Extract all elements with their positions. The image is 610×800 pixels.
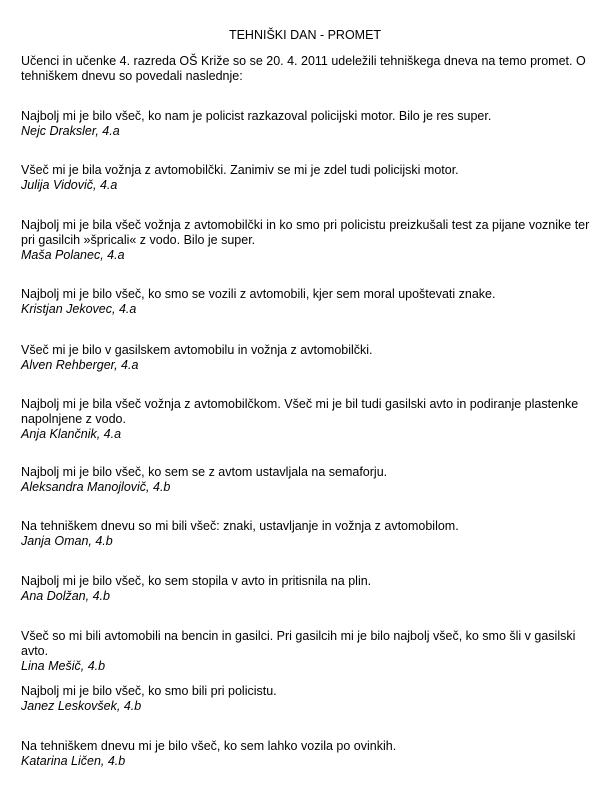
entry-author: Nejc Draksler, 4.a [21, 124, 120, 138]
entry-quote: Na tehniškem dnevu so mi bili všeč: znaki, ustavljanje in vožnja z avtomobilom. [21, 519, 459, 533]
entry-quote: Najbolj mi je bilo všeč, ko smo se vozili z avtomobili, kjer sem moral upoštevati znake. [21, 287, 496, 301]
list-item [21, 109, 596, 139]
list-item [21, 629, 596, 674]
entry-author: Alven Rehberger, 4.a [21, 358, 139, 372]
entry-quote: Na tehniškem dnevu mi je bilo všeč, ko sem lahko vozila po ovinkih. [21, 739, 397, 753]
entry-author: Janez Leskovšek, 4.b [21, 699, 142, 713]
entry-author: Julija Vidovič, 4.a [21, 178, 118, 192]
list-item [21, 163, 596, 193]
list-item [21, 574, 596, 604]
entry-quote: Najbolj mi je bila všeč vožnja z avtomobilčki in ko smo pri policistu preizkušali test za pijane voznike ter pri gasilcih »špricali« z vodo. Bilo je super. [21, 218, 590, 247]
list-item [21, 218, 596, 263]
page-title: TEHNIŠKI DAN - PROMET [228, 28, 382, 42]
entry-quote: Najbolj mi je bila všeč vožnja z avtomobilčkom. Všeč mi je bil tudi gasilski avto in podiranje plastenke napolnjene z vodo. [21, 397, 579, 426]
entry-author: Katarina Ličen, 4.b [21, 754, 126, 768]
entry-author: Janja Oman, 4.b [21, 534, 113, 548]
entry-author: Ana Dolžan, 4.b [21, 589, 110, 603]
list-item [21, 397, 596, 442]
entry-quote: Najbolj mi je bilo všeč, ko smo bili pri policistu. [21, 684, 277, 698]
entry-quote: Všeč so mi bili avtomobili na bencin in gasilci. Pri gasilcih mi je bilo najbolj všeč, ko smo šli v gasilski avto. [21, 629, 576, 658]
entry-quote: Najbolj mi je bilo všeč, ko sem se z avtom ustavljala na semaforju. [21, 465, 388, 479]
list-item [21, 465, 596, 495]
list-item [21, 287, 596, 317]
entry-quote: Všeč mi je bilo v gasilskem avtomobilu in vožnja z avtomobilčki. [21, 343, 373, 357]
list-item [21, 739, 596, 769]
entry-author: Maša Polanec, 4.a [21, 248, 125, 262]
list-item [21, 343, 596, 373]
entry-quote: Najbolj mi je bilo všeč, ko sem stopila v avto in pritisnila na plin. [21, 574, 372, 588]
intro-paragraph: Učenci in učenke 4. razreda OŠ Križe so se 20. 4. 2011 udeležili tehniškega dneva na temo promet. O tehniškem dnevu so povedali naslednje: [21, 54, 586, 83]
entry-author: Kristjan Jekovec, 4.a [21, 302, 137, 316]
entry-author: Anja Klančnik, 4.a [21, 427, 122, 441]
entry-author: Lina Mešič, 4.b [21, 659, 106, 673]
entry-quote: Najbolj mi je bilo všeč, ko nam je policist razkazoval policijski motor. Bilo je res super. [21, 109, 492, 123]
entry-quote: Všeč mi je bila vožnja z avtomobilčki. Zanimiv se mi je zdel tudi policijski motor. [21, 163, 459, 177]
list-item [21, 684, 596, 714]
entry-author: Aleksandra Manojlovič, 4.b [21, 480, 171, 494]
list-item [21, 519, 596, 549]
